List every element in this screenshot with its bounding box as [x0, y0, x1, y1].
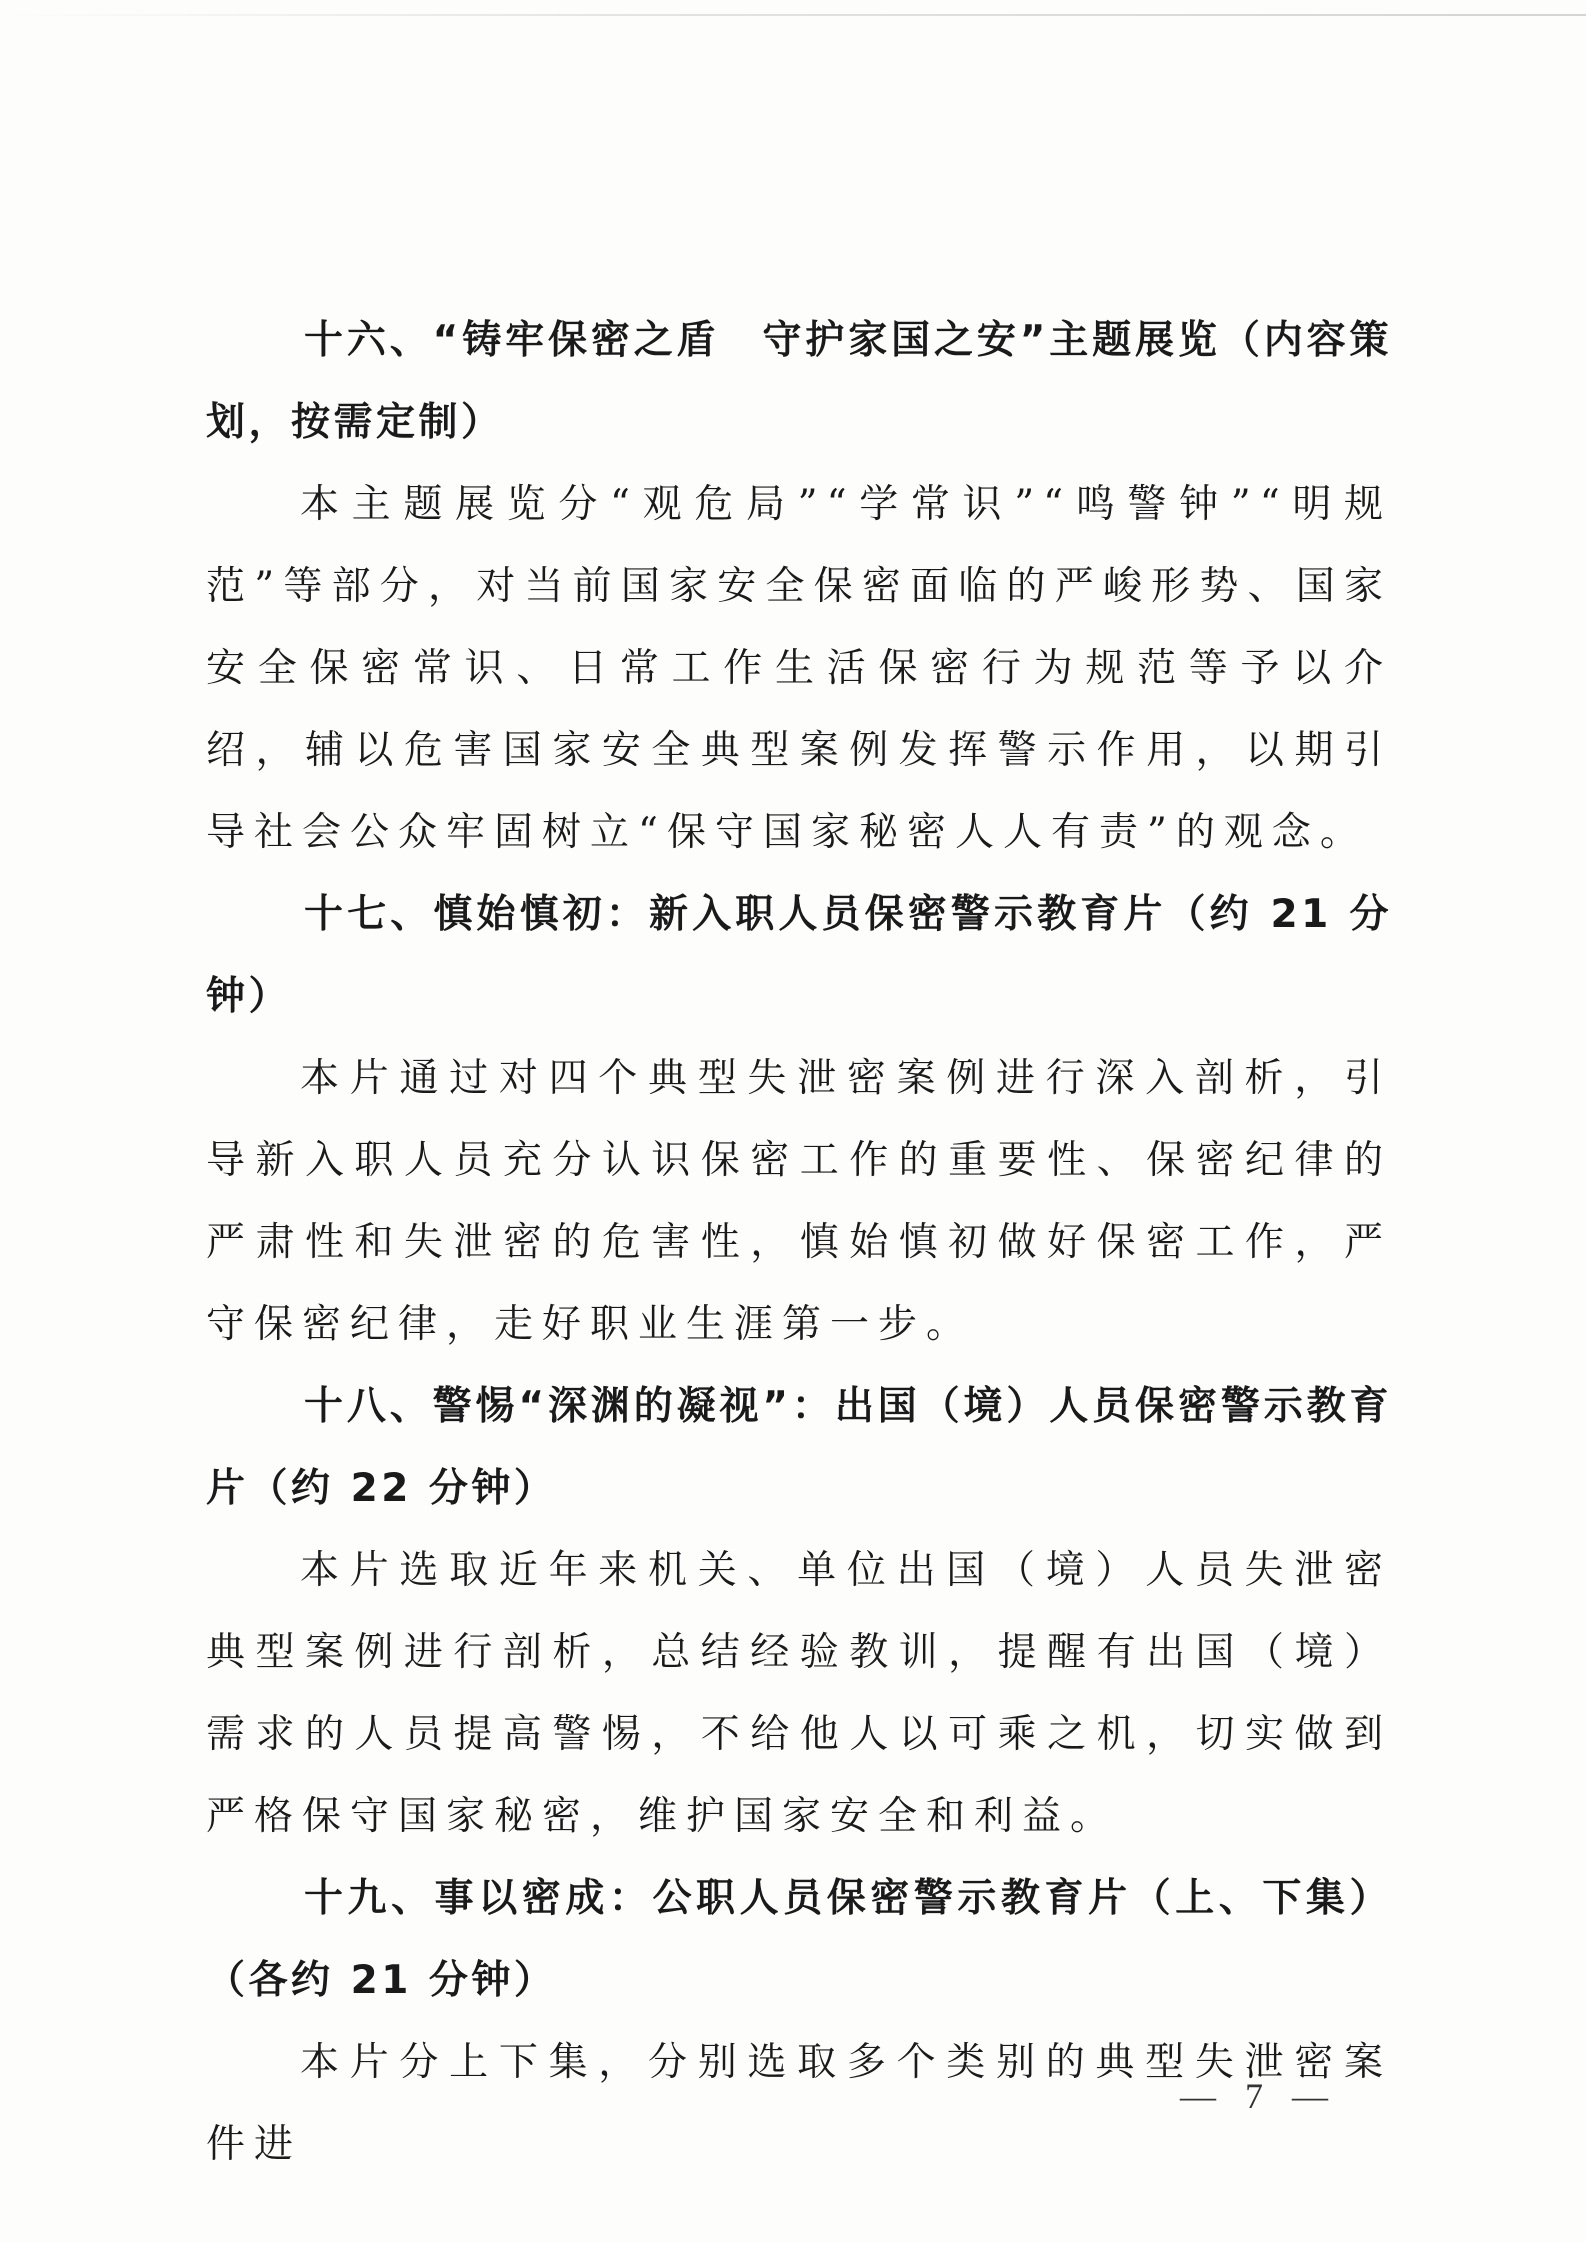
- scan-edge: [0, 14, 1586, 16]
- section-19-body: 本片分上下集，分别选取多个类别的典型失泄密案件进: [206, 2040, 1392, 2167]
- section-19-heading: 十九、事以密成：公职人员保密警示教育片（上、下集）（各约 21 分钟）: [206, 1876, 1392, 2003]
- document-body: [206, 300, 1392, 2186]
- section-17-body: 本片通过对四个典型失泄密案例进行深入剖析，引导新入职人员充分认识保密工作的重要性、保密纪律的严肃性和失泄密的危害性，慎始慎初做好保密工作，严守保密纪律，走好职业生涯第一步。: [206, 1056, 1392, 1347]
- section-18-heading: 十八、警惕“深渊的凝视”：出国（境）人员保密警示教育片（约 22 分钟）: [206, 1384, 1392, 1511]
- section-17-heading: 十七、慎始慎初：新入职人员保密警示教育片（约 21 分钟）: [206, 892, 1392, 1019]
- section-18-body: 本片选取近年来机关、单位出国（境）人员失泄密典型案例进行剖析，总结经验教训，提醒有出国（境）需求的人员提高警惕，不给他人以可乘之机，切实做到严格保守国家秘密，维护国家安全和利益。: [206, 1548, 1392, 1839]
- section-16-heading: 十六、“铸牢保密之盾 守护家国之安”主题展览（内容策划，按需定制）: [206, 318, 1392, 445]
- section-16-body: 本主题展览分“观危局”“学常识”“鸣警钟”“明规范”等部分，对当前国家安全保密面临的严峻形势、国家安全保密常识、日常工作生活保密行为规范等予以介绍，辅以危害国家安全典型案例发挥警示作用，以期引导社会公众牢固树立“保守国家秘密人人有责”的观念。: [206, 482, 1392, 855]
- page-number: — 7 —: [1180, 2076, 1338, 2116]
